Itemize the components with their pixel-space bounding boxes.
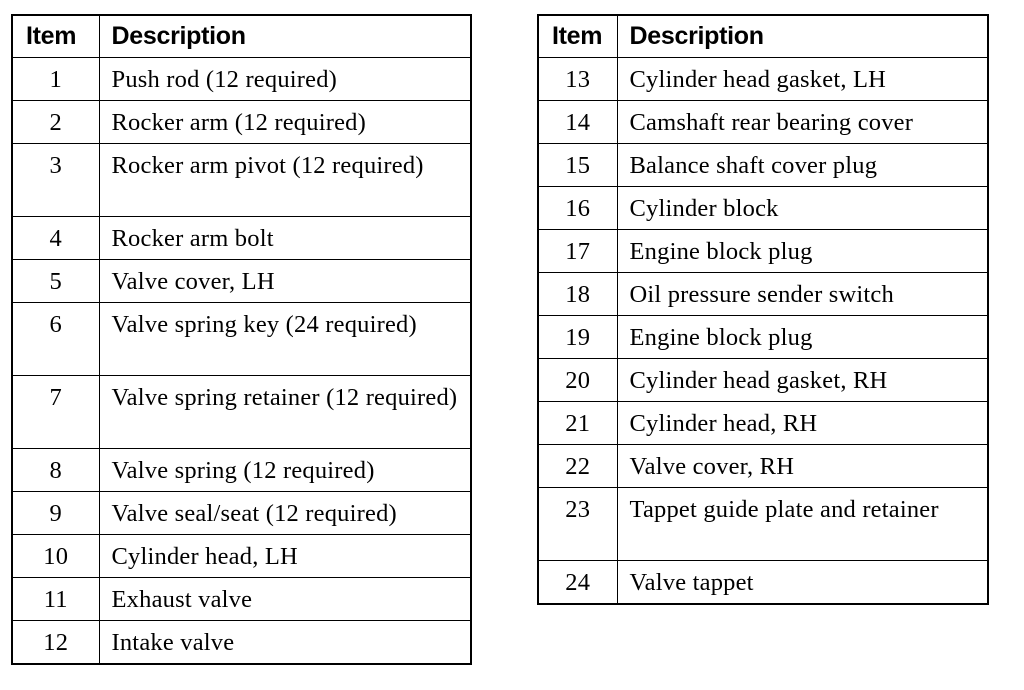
table-row xyxy=(12,144,471,217)
item-number: 6 xyxy=(12,303,99,376)
item-number: 17 xyxy=(538,230,617,273)
table-row xyxy=(538,187,988,230)
item-number: 1 xyxy=(12,58,99,101)
item-description: Rocker arm (12 required) xyxy=(99,101,471,144)
parts-table-left xyxy=(11,14,472,665)
item-number: 8 xyxy=(12,449,99,492)
item-number: 4 xyxy=(12,217,99,260)
item-description: Engine block plug xyxy=(617,230,988,273)
item-description: Valve spring (12 required) xyxy=(99,449,471,492)
item-description: Cylinder block xyxy=(617,187,988,230)
table-row xyxy=(538,402,988,445)
item-description: Valve cover, RH xyxy=(617,445,988,488)
item-number: 10 xyxy=(12,535,99,578)
table-row xyxy=(12,535,471,578)
table-row xyxy=(12,260,471,303)
item-number: 18 xyxy=(538,273,617,316)
table-row xyxy=(12,217,471,260)
table-row xyxy=(12,621,471,665)
item-number: 16 xyxy=(538,187,617,230)
item-description: Valve cover, LH xyxy=(99,260,471,303)
item-description: Intake valve xyxy=(99,621,471,665)
table-row xyxy=(538,445,988,488)
item-description: Valve seal/seat (12 required) xyxy=(99,492,471,535)
item-description: Cylinder head gasket, RH xyxy=(617,359,988,402)
table-row xyxy=(538,316,988,359)
item-description: Tappet guide plate and retainer xyxy=(617,488,988,561)
table-row xyxy=(12,101,471,144)
item-number: 19 xyxy=(538,316,617,359)
table-row xyxy=(538,101,988,144)
table-row xyxy=(538,488,988,561)
item-description: Balance shaft cover plug xyxy=(617,144,988,187)
item-description: Exhaust valve xyxy=(99,578,471,621)
table-header-row xyxy=(538,15,988,58)
item-number: 7 xyxy=(12,376,99,449)
item-description: Valve spring key (24 required) xyxy=(99,303,471,376)
item-description: Valve tappet xyxy=(617,561,988,605)
parts-table-right xyxy=(537,14,989,605)
table-row xyxy=(538,144,988,187)
item-description: Valve spring retainer (12 required) xyxy=(99,376,471,449)
item-number: 15 xyxy=(538,144,617,187)
item-number: 9 xyxy=(12,492,99,535)
item-description: Oil pressure sender switch xyxy=(617,273,988,316)
table-row xyxy=(12,58,471,101)
item-description: Push rod (12 required) xyxy=(99,58,471,101)
item-description: Cylinder head gasket, LH xyxy=(617,58,988,101)
description-column-header: Description xyxy=(617,15,988,58)
item-description: Camshaft rear bearing cover xyxy=(617,101,988,144)
item-number: 3 xyxy=(12,144,99,217)
table-row xyxy=(538,273,988,316)
table-row xyxy=(12,303,471,376)
table-header-row xyxy=(12,15,471,58)
item-number: 2 xyxy=(12,101,99,144)
item-column-header: Item xyxy=(12,15,99,58)
item-number: 22 xyxy=(538,445,617,488)
item-number: 13 xyxy=(538,58,617,101)
table-row xyxy=(538,58,988,101)
item-number: 14 xyxy=(538,101,617,144)
item-number: 12 xyxy=(12,621,99,665)
table-row xyxy=(12,492,471,535)
table-row xyxy=(538,359,988,402)
table-row xyxy=(12,376,471,449)
table-row xyxy=(12,578,471,621)
item-number: 5 xyxy=(12,260,99,303)
table-row xyxy=(538,561,988,605)
item-description: Rocker arm pivot (12 required) xyxy=(99,144,471,217)
table-row xyxy=(12,449,471,492)
item-number: 24 xyxy=(538,561,617,605)
item-number: 11 xyxy=(12,578,99,621)
description-column-header: Description xyxy=(99,15,471,58)
item-description: Cylinder head, LH xyxy=(99,535,471,578)
table-row xyxy=(538,230,988,273)
item-column-header: Item xyxy=(538,15,617,58)
item-number: 21 xyxy=(538,402,617,445)
item-number: 23 xyxy=(538,488,617,561)
item-number: 20 xyxy=(538,359,617,402)
item-description: Cylinder head, RH xyxy=(617,402,988,445)
item-description: Engine block plug xyxy=(617,316,988,359)
item-description: Rocker arm bolt xyxy=(99,217,471,260)
